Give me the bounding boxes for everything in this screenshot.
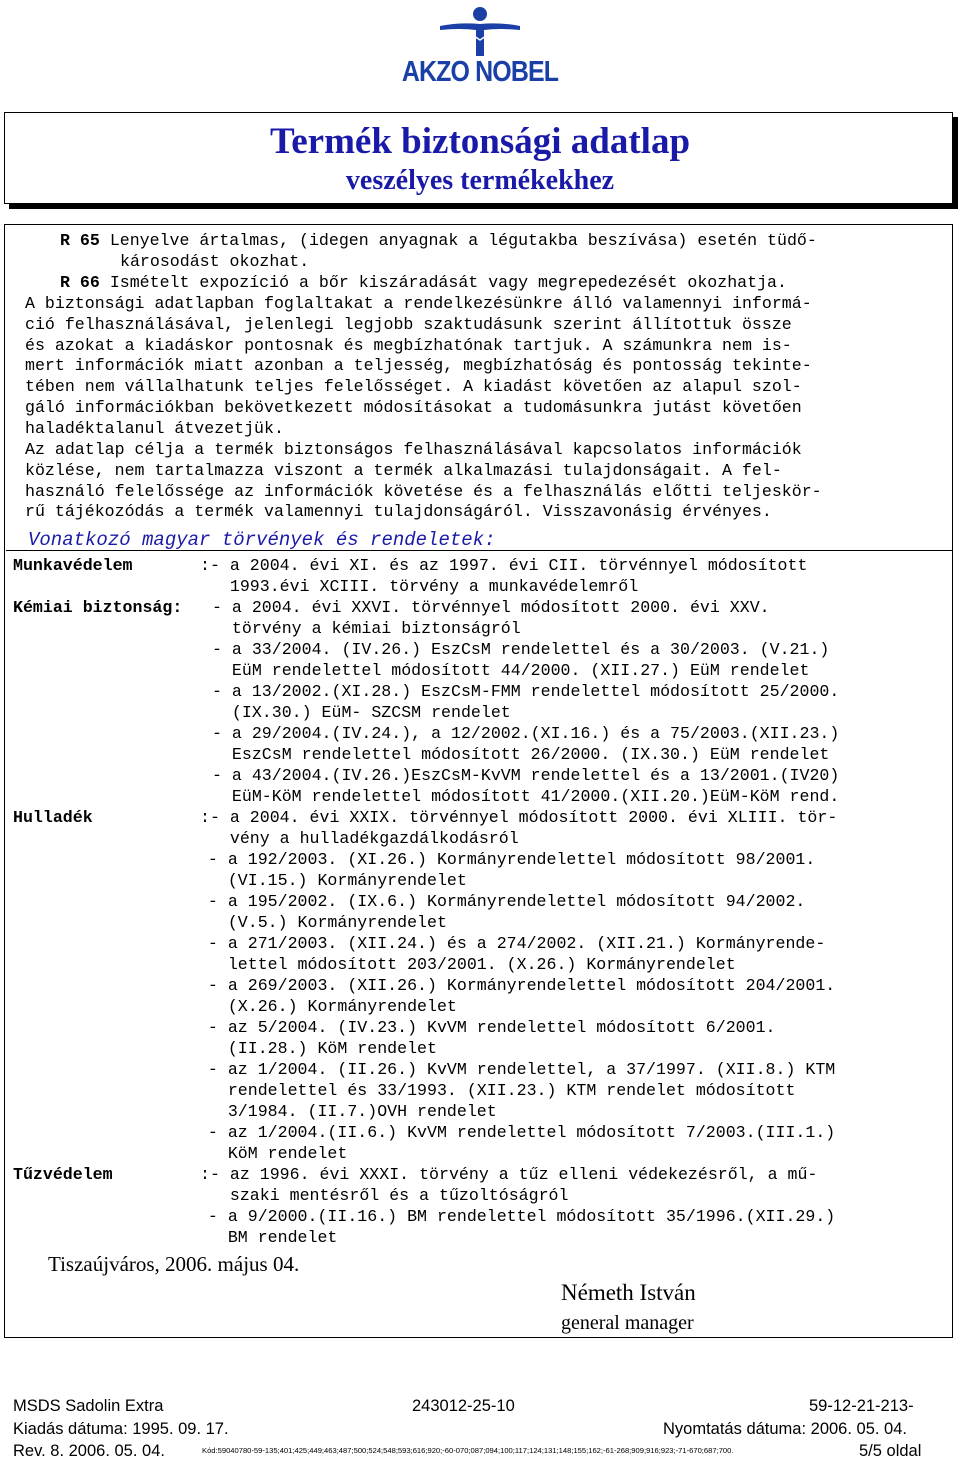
law-line: lettel módosított 203/2001. (X.26.) Kormányrendelet xyxy=(188,955,736,974)
akzo-nobel-logo xyxy=(380,0,580,92)
law-line: (VI.15.) Kormányrendelet xyxy=(188,871,467,890)
signature-place-date: Tiszaújváros, 2006. május 04. xyxy=(48,1252,300,1276)
footer-product: MSDS Sadolin Extra xyxy=(13,1397,164,1415)
law-line: - a 33/2004. (IV.26.) EszCsM rendelettel és a 30/2003. (V.21.) xyxy=(212,640,830,659)
law-category-chemical-safety: Kémiai biztonság: xyxy=(13,598,183,617)
disclaimer-paragraph xyxy=(25,294,949,440)
law-line: BM rendelet xyxy=(188,1228,338,1247)
paragraph-line: közlése, nem tartalmazza viszont a termék alkalmazási tulajdonságait. A fel- xyxy=(25,460,782,480)
document-title: Termék biztonsági adatlap xyxy=(269,121,691,162)
law-line: - a 271/2003. (XII.24.) és a 274/2002. (XII.21.) Kormányrende- xyxy=(188,934,826,953)
law-line: - a 195/2002. (IX.6.) Kormányrendelettel módosított 94/2002. xyxy=(188,892,806,911)
paragraph-line: Az adatlap célja a termék biztonságos felhasználásával kapcsolatos információk xyxy=(25,440,802,459)
law-line: - az 1/2004.(II.6.) KvVM rendelettel módosított 7/2003.(III.1.) xyxy=(188,1123,836,1142)
r-phrase-65-continuation: károsodást okozhat. xyxy=(120,252,310,271)
r-phrase-code: R 66 xyxy=(60,273,100,292)
law-line: vény a hulladékgazdálkodásról xyxy=(200,829,519,848)
purpose-paragraph xyxy=(25,440,949,523)
law-line: - a 43/2004.(IV.26.)EszCsM-KvVM rendelettel és a 13/2001.(IV20) xyxy=(212,766,840,785)
document-subtitle: veszélyes termékekhez xyxy=(345,165,615,196)
laws-heading-rule xyxy=(6,550,952,551)
r-phrase-code: R 65 xyxy=(60,231,100,250)
laws-heading: Vonatkozó magyar törvények és rendeletek: xyxy=(28,529,496,551)
law-category-waste: Hulladék xyxy=(13,808,93,827)
law-line: EszCsM rendelettel módosított 26/2000. (IX.30.) EüM rendelet xyxy=(212,745,830,764)
law-line: szaki mentésről és a tűzoltóságról xyxy=(200,1186,569,1205)
paragraph-line: tében nem vállalhatunk teljes felelősséget. A kiadást követően az alapul szol- xyxy=(25,377,802,397)
law-line: - a 9/2000.(II.16.) BM rendelettel módosított 35/1996.(XII.29.) xyxy=(188,1207,836,1226)
paragraph-line: haladéktalanul átvezetjük. xyxy=(25,418,284,438)
signature-role: general manager xyxy=(561,1312,694,1334)
footer-revision: Rev. 8. 2006. 05. 04. xyxy=(13,1442,165,1460)
law-line: :- a 2004. évi XI. és az 1997. évi CII. törvénnyel módosított xyxy=(200,556,808,575)
r-phrase-text: Ismételt expozíció a bőr kiszáradását vagy megrepedezését okozhatja. xyxy=(109,273,787,292)
logo-wordmark: AKZO NOBEL xyxy=(401,56,559,88)
law-line: - a 13/2002.(XI.28.) EszCsM-FMM rendelettel módosított 25/2000. xyxy=(212,682,840,701)
law-line: EüM rendelettel módosított 44/2000. (XII.27.) EüM rendelet xyxy=(212,661,810,680)
law-line: - a 192/2003. (XI.26.) Kormányrendelettel módosított 98/2001. xyxy=(188,850,816,869)
footer-print-date: Nyomtatás dátuma: 2006. 05. 04. xyxy=(663,1420,907,1438)
signature-name: Németh István xyxy=(561,1280,696,1305)
paragraph-line: használó felelőssége az információk követése és a felhasználás előtti teljeskör- xyxy=(25,481,822,501)
paragraph-line: gáló információkban bekövetkezett módosításokat a tudomásunkra jutást követően xyxy=(25,397,802,417)
law-line: (V.5.) Kormányrendelet xyxy=(188,913,447,932)
law-line: KöM rendelet xyxy=(188,1144,348,1163)
footer-reference: 59-12-21-213- xyxy=(809,1397,914,1415)
law-line: - az 5/2004. (IV.23.) KvVM rendelettel módosított 6/2001. xyxy=(188,1018,776,1037)
law-line: 1993.évi XCIII. törvény a munkavédelemről xyxy=(200,577,639,596)
law-line: - az 1/2004. (II.26.) KvVM rendelettel, a 37/1997. (XII.8.) KTM xyxy=(188,1060,836,1079)
logo-figure-icon xyxy=(380,0,580,60)
law-line: :- a 2004. évi XXIX. törvénnyel módosított 2000. évi XLIII. tör- xyxy=(200,808,838,827)
law-category-work-safety: Munkavédelem xyxy=(13,556,133,575)
footer-page-number: 5/5 oldal xyxy=(859,1442,922,1460)
law-line: (II.28.) KöM rendelet xyxy=(188,1039,437,1058)
law-line: - a 29/2004.(IV.24.), a 12/2002.(XI.16.) és a 75/2003.(XII.23.) xyxy=(212,724,840,743)
paragraph-line: ció felhasználásával, jelenlegi legjobb szaktudásunk szerint állítottuk össze xyxy=(25,314,792,334)
footer-issue-date: Kiadás dátuma: 1995. 09. 17. xyxy=(13,1420,229,1438)
law-category-fire-safety: Tűzvédelem xyxy=(13,1165,113,1184)
law-line: EüM-KöM rendelettel módosított 41/2000.(XII.20.)EüM-KöM rend. xyxy=(212,787,840,806)
law-line: (X.26.) Kormányrendelet xyxy=(188,997,457,1016)
r-phrase-66 xyxy=(60,273,787,294)
law-line: :- az 1996. évi XXXI. törvény a tűz elleni védekezésről, a mű- xyxy=(200,1165,818,1184)
law-line: - a 269/2003. (XII.26.) Kormányrendelettel módosított 204/2001. xyxy=(188,976,836,995)
r-phrase-text: Lenyelve ártalmas, (idegen anyagnak a légutakba beszívása) esetén tüdő- xyxy=(109,231,817,250)
paragraph-line: mert információk miatt azonban a teljesség, megbízhatóság és pontosság tekinte- xyxy=(25,356,812,376)
law-line: törvény a kémiai biztonságról xyxy=(212,619,521,638)
law-line: rendelettel és 33/1993. (XII.23.) KTM rendelet módosított xyxy=(188,1081,796,1100)
footer-product-code: 243012-25-10 xyxy=(412,1397,515,1415)
paragraph-line: rű tájékozódás a termék valamennyi tulajdonságáról. Visszavonásig érvényes. xyxy=(25,502,772,522)
footer-code-line: Kód:59040780-59-135;401;425;449;463;487;500;524;548;593;616;920;-60-070;087;094;100;117;124;131;148;155;162;-61-268;909;916;923;-71-670;687;700. xyxy=(202,1446,734,1455)
law-line: 3/1984. (II.7.)OVH rendelet xyxy=(188,1102,497,1121)
law-line: (IX.30.) EüM- SZCSM rendelet xyxy=(212,703,511,722)
paragraph-line: és azokat a kiadáskor pontosnak és megbízhatónak tartjuk. A számunkra nem is- xyxy=(25,335,792,355)
law-line: - a 2004. évi XXVI. törvénnyel módosított 2000. évi XXV. xyxy=(212,598,770,617)
r-phrase-65 xyxy=(60,231,817,252)
paragraph-line: A biztonsági adatlapban foglaltakat a rendelkezésünkre álló valamennyi informá- xyxy=(25,294,812,313)
